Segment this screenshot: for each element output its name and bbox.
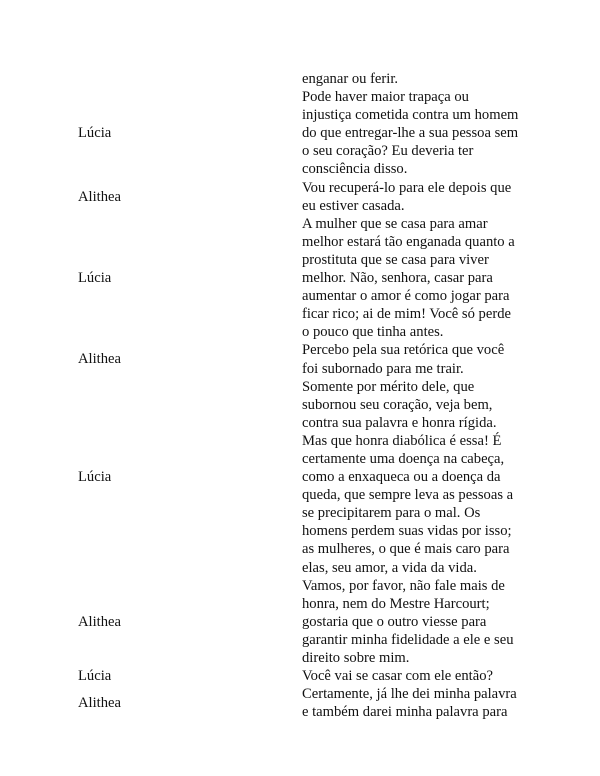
dialogue-row xyxy=(78,685,538,721)
dialogue-line: Certamente, já lhe dei minha palavra e também darei minha palavra para xyxy=(302,686,517,721)
dialogue-row xyxy=(78,378,538,577)
speaker-name: Alithea xyxy=(78,613,121,630)
speaker-name: Alithea xyxy=(78,695,121,712)
dialogue-line: Somente por mérito dele, que subornou seu coração, veja bem, contra sua palavra e honra rígida. Mas que honra diabólica é essa! É certamente uma doença na cabeça, como a enxaqueca ou a doença da queda, que sempre leva as pessoas a se precipitarem para o mal. Os homens perdem suas vidas por isso; as mulheres, o que é mais caro para elas, seu amor, a vida da vida. xyxy=(302,378,514,576)
dialogue-line: Você vai se casar com ele então? xyxy=(302,668,493,685)
dialogue-row xyxy=(78,88,538,178)
dialogue-row xyxy=(78,215,538,342)
dialogue-line: Vou recuperá-lo para ele depois que eu estiver casada. xyxy=(302,179,512,214)
dialogue-line: enganar ou ferir. xyxy=(302,71,399,87)
speaker-name: Alithea xyxy=(78,188,121,205)
speaker-name: Lúcia xyxy=(78,270,112,287)
dialogue-line: Vamos, por favor, não fale mais de honra, nem do Mestre Harcourt; gostaria que o outro viesse para garantir minha fidelidade a ele e seu direito sobre mim. xyxy=(302,577,514,666)
dialogue-row xyxy=(78,341,538,377)
dialogue-row xyxy=(78,667,538,685)
dialogue-line: Pode haver maior trapaça ou injustiça cometida contra um homem do que entregar-lhe a sua pessoa sem o seu coração? Eu deveria ter consciência disso. xyxy=(302,89,519,178)
speaker-name: Lúcia xyxy=(78,668,112,685)
dialogue-line: A mulher que se casa para amar melhor estará tão enganada quanto a prostituta que se casa para viver melhor. Não, senhora, casar para aumentar o amor é como jogar para ficar rico; ai de mim! Você só perde o pouco que tinha antes. xyxy=(302,215,515,341)
speaker-name: Lúcia xyxy=(78,125,112,142)
dialogue-table xyxy=(78,70,538,721)
dialogue-line: Percebo pela sua retórica que você foi subornado para me trair. xyxy=(302,342,505,377)
speaker-name: Alithea xyxy=(78,351,121,368)
dialogue-row xyxy=(78,70,538,88)
dialogue-row xyxy=(78,577,538,667)
speaker-name: Lúcia xyxy=(78,469,112,486)
dialogue-row xyxy=(78,179,538,215)
